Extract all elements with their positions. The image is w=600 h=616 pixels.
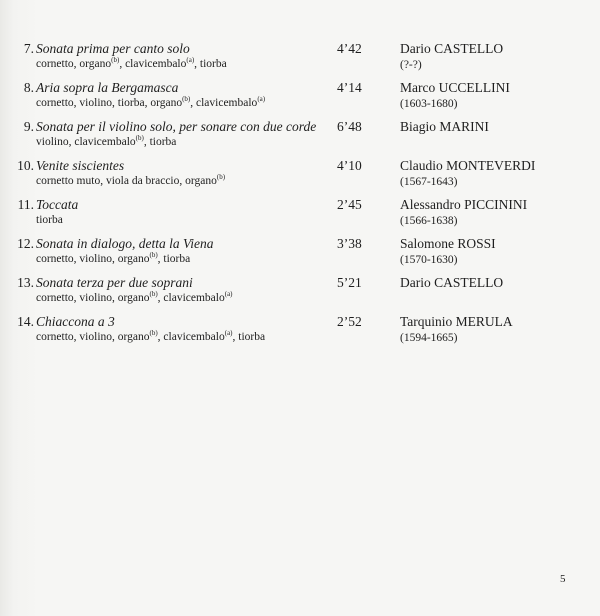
composer-dates: (1570-1630) [400, 254, 458, 266]
instrument-footnote-marker: (a) [224, 329, 233, 337]
track-number: 9. [23, 119, 34, 134]
instrument-text: , tiorba [157, 253, 191, 265]
track-row [0, 313, 600, 349]
track-instruments [36, 252, 190, 267]
track-title: Toccata [36, 197, 79, 212]
composer-dates: (1566-1638) [400, 215, 458, 227]
track-title: Sonata in dialogo, detta la Viena [36, 236, 214, 251]
instrument-footnote-marker: (a) [257, 95, 266, 103]
track-instruments [36, 330, 265, 345]
track-row [0, 118, 600, 154]
instrument-text: , clavicembalo [119, 58, 187, 70]
track-duration: 4’10 [337, 158, 362, 173]
instrument-footnote-marker: (b) [135, 134, 144, 142]
instrument-text: , tiorba [194, 58, 227, 70]
composer-name: Salomone ROSSI [400, 236, 496, 251]
track-number: 13. [17, 275, 34, 290]
track-instruments [36, 291, 233, 306]
instrument-text: violino, clavicembalo [36, 136, 136, 148]
composer-dates: (1567-1643) [400, 176, 458, 188]
track-duration: 5’21 [337, 275, 362, 290]
instrument-footnote-marker: (b) [216, 173, 226, 181]
track-row [0, 157, 600, 193]
instrument-text: tiorba [36, 214, 63, 226]
page-number: 5 [560, 573, 566, 585]
track-duration: 2’52 [337, 314, 362, 329]
composer-name: Dario CASTELLO [400, 41, 504, 56]
instrument-footnote-marker: (a) [186, 56, 195, 64]
track-row [0, 40, 600, 76]
track-title: Aria sopra la Bergamasca [36, 80, 179, 95]
track-instruments [36, 213, 63, 228]
track-title: Chiaccona a 3 [36, 314, 115, 329]
track-title: Sonata terza per due soprani [36, 275, 193, 290]
composer-name: Biagio MARINI [400, 119, 489, 134]
instrument-footnote-marker: (a) [224, 290, 233, 298]
instrument-text: cornetto muto, viola da braccio, organo [36, 175, 217, 187]
composer-name: Dario CASTELLO [400, 275, 504, 290]
track-instruments [36, 57, 227, 72]
instrument-text: , tiorba [232, 331, 266, 343]
track-row [0, 235, 600, 271]
instrument-text: cornetto, violino, organo [36, 253, 150, 265]
track-number: 12. [17, 236, 34, 251]
instrument-footnote-marker: (b) [149, 290, 158, 298]
track-duration: 4’14 [337, 80, 362, 95]
instrument-text: cornetto, organo [36, 58, 112, 70]
instrument-footnote-marker: (b) [149, 329, 158, 337]
track-number: 10. [17, 158, 34, 173]
track-instruments [36, 96, 265, 111]
instrument-text: , clavicembalo [157, 331, 225, 343]
track-title: Sonata prima per canto solo [36, 41, 190, 56]
track-instruments [36, 174, 225, 189]
instrument-footnote-marker: (b) [182, 95, 191, 103]
track-title: Sonata per il violino solo, per sonare con due corde [36, 119, 317, 134]
instrument-footnote-marker: (b) [149, 251, 158, 259]
track-row [0, 79, 600, 115]
track-number: 11. [17, 197, 34, 212]
composer-dates: (?-?) [400, 59, 422, 71]
track-row [0, 196, 600, 232]
instrument-text: cornetto, violino, organo [36, 292, 150, 304]
track-instruments [36, 135, 176, 150]
instrument-text: , clavicembalo [157, 292, 225, 304]
instrument-text: cornetto, violino, tiorba, organo [36, 97, 183, 109]
instrument-footnote-marker: (b) [111, 56, 120, 64]
track-title: Venite siscientes [36, 158, 125, 173]
instrument-text: , tiorba [143, 136, 177, 148]
instrument-text: , clavicembalo [190, 97, 258, 109]
composer-name: Marco UCCELLINI [400, 80, 510, 95]
track-duration: 3’38 [337, 236, 362, 251]
track-duration: 6’48 [337, 119, 362, 134]
composer-name: Claudio MONTEVERDI [400, 158, 536, 173]
track-duration: 4’42 [337, 41, 362, 56]
track-number: 8. [23, 80, 34, 95]
track-number: 14. [17, 314, 34, 329]
composer-name: Tarquinio MERULA [400, 314, 513, 329]
track-row [0, 274, 600, 310]
track-number: 7. [23, 41, 34, 56]
composer-name: Alessandro PICCININI [400, 197, 528, 212]
track-duration: 2’45 [337, 197, 362, 212]
composer-dates: (1603-1680) [400, 98, 458, 110]
instrument-text: cornetto, violino, organo [36, 331, 150, 343]
composer-dates: (1594-1665) [400, 332, 458, 344]
